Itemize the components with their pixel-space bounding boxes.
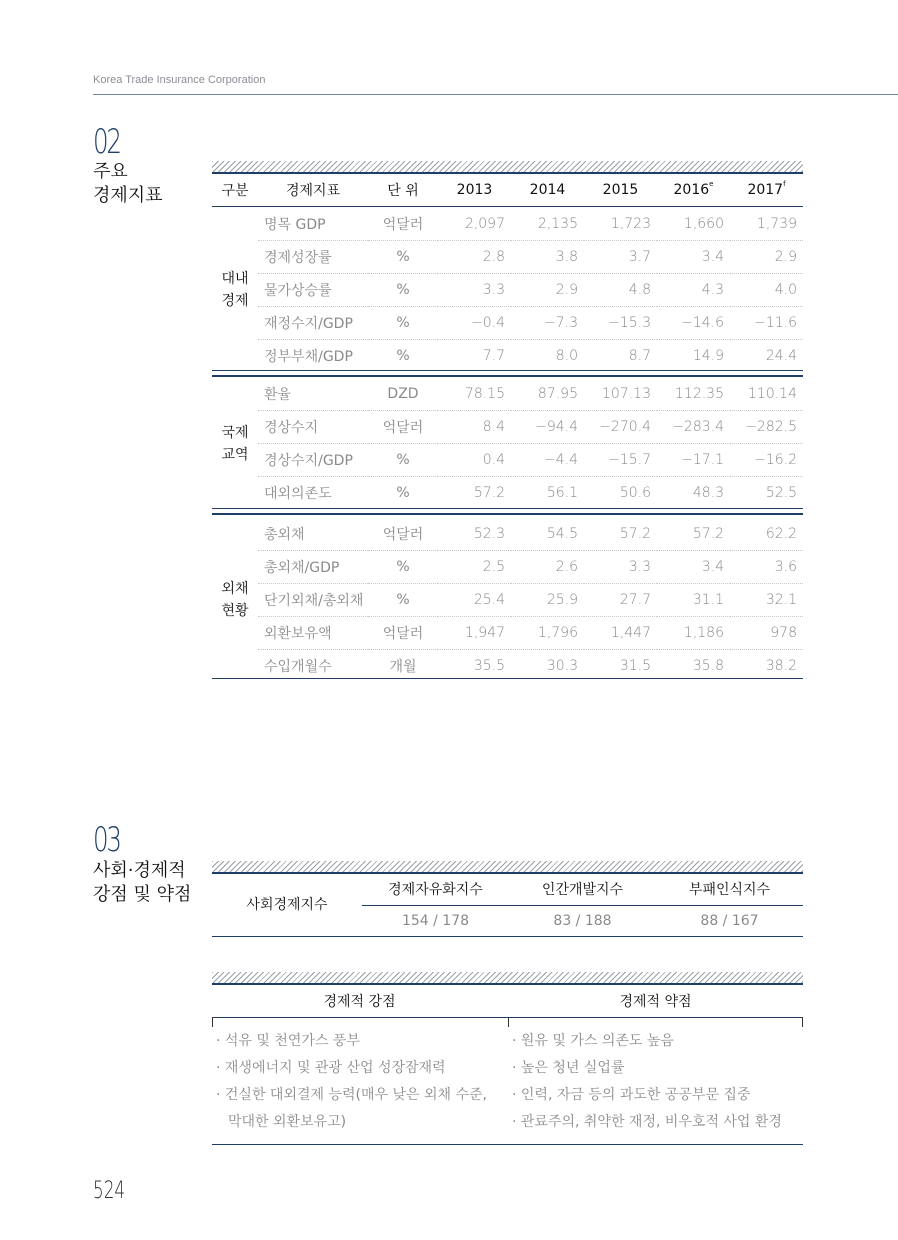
indicator-value: 8.0	[555, 348, 578, 364]
table-row	[212, 340, 803, 373]
sw-tick-mid	[508, 1017, 509, 1027]
indicator-value: 7.7	[482, 348, 505, 364]
indicator-value: 48.3	[692, 485, 724, 501]
indicator-value: 38.2	[765, 658, 797, 674]
col-2015: 2015	[602, 182, 639, 198]
indicator-value: 2.9	[730, 241, 803, 274]
indicator-value: 4.3	[657, 274, 730, 307]
indicator-value: 4.8	[584, 274, 657, 307]
col-indicator: 경제지표	[285, 183, 341, 199]
sw-hatch	[212, 972, 803, 983]
indicator-value: 4.0	[730, 274, 803, 307]
section2-title-line2: 경제지표	[93, 185, 163, 206]
sw-tick-right	[802, 1017, 803, 1027]
indicator-value: −283.4	[657, 411, 730, 444]
index-value-freedom: 154 / 178	[401, 913, 470, 929]
indicator-value: 1,660	[657, 208, 730, 241]
strength-item: · 재생에너지 및 관광 산업 성장잠재력	[216, 1060, 446, 1076]
indicators-bottom-rule	[212, 678, 803, 679]
indicator-unit: 개월	[389, 659, 417, 675]
table-row	[212, 518, 803, 551]
indicator-unit: %	[396, 485, 410, 501]
indicator-value: −15.7	[584, 444, 657, 477]
weakness-item: · 관료주의, 취약한 재정, 비우호적 사업 환경	[512, 1114, 782, 1130]
indicator-unit: 억달러	[368, 208, 438, 241]
index-name-cpi: 부패인식지수	[688, 882, 771, 898]
table-row	[212, 241, 803, 274]
indicator-name: 환율	[258, 378, 368, 411]
indicators-group-debt	[212, 518, 803, 682]
indicator-value: 50.6	[619, 485, 651, 501]
indicator-value: 78.15	[438, 378, 511, 411]
indicator-name: 경상수지/GDP	[258, 444, 368, 477]
col-2016-label: 2016	[673, 182, 710, 198]
indicator-name: 외환보유액	[258, 617, 368, 650]
table-row	[212, 208, 803, 241]
section3-title-line1: 사회·경제적	[93, 860, 186, 881]
indicator-value: −282.5	[730, 411, 803, 444]
indicator-value: 57.2	[584, 518, 657, 551]
section2-title	[93, 160, 163, 208]
group-separator-rule-dark	[212, 375, 803, 377]
weakness-item: · 원유 및 가스 의존도 높음	[512, 1033, 674, 1049]
indicator-value: −270.4	[584, 411, 657, 444]
indicator-value: 31.5	[619, 658, 651, 674]
group-separator-rule	[212, 370, 803, 371]
indicator-value: −16.2	[730, 444, 803, 477]
section3-hatch	[212, 861, 803, 872]
index-value-hdi: 83 / 188	[553, 913, 612, 929]
indicator-value: 3.3	[584, 551, 657, 584]
col-2017	[730, 174, 803, 206]
group-label	[212, 518, 258, 682]
indicator-value: 3.8	[511, 241, 584, 274]
weakness-item: · 높은 청년 실업률	[512, 1060, 625, 1076]
col-unit: 단 위	[387, 183, 419, 199]
table-row	[212, 274, 803, 307]
indicator-unit: %	[368, 241, 438, 274]
group-label	[212, 378, 258, 509]
indicator-unit: %	[396, 348, 410, 364]
col-2017-sup: f	[783, 180, 786, 188]
section3-title	[93, 859, 191, 907]
col-2013: 2013	[456, 182, 493, 198]
group-label-line: 교역	[221, 446, 249, 463]
indicator-value: 1,739	[730, 208, 803, 241]
table-row	[212, 617, 803, 650]
indicator-value: 8.4	[438, 411, 511, 444]
indicator-name: 수입개월수	[264, 659, 332, 675]
indicator-value: 3.4	[657, 551, 730, 584]
group-label-line: 대내	[221, 271, 249, 287]
indicator-value: 35.8	[692, 658, 724, 674]
indicator-value: 56.1	[546, 485, 578, 501]
indicator-value: 52.5	[765, 485, 797, 501]
indicator-value: 8.7	[628, 348, 651, 364]
group-label-line: 외채	[221, 581, 249, 597]
col-2017-label: 2017	[747, 182, 784, 198]
indicator-unit: DZD	[368, 378, 438, 411]
indicator-value: −11.6	[730, 307, 803, 340]
indicator-value: 62.2	[730, 518, 803, 551]
table-row	[212, 307, 803, 340]
section2-hatch	[212, 161, 803, 172]
indicator-unit: 억달러	[368, 617, 438, 650]
indicator-value: 30.3	[546, 658, 578, 674]
index-name-freedom: 경제자유화지수	[388, 882, 483, 898]
indicator-name: 경제성장률	[258, 241, 368, 274]
table-row	[212, 551, 803, 584]
indicator-value: 0.4	[438, 444, 511, 477]
indicator-value: 87.95	[511, 378, 584, 411]
indicator-value: −4.4	[511, 444, 584, 477]
indicator-unit: %	[368, 307, 438, 340]
socio-index-label: 사회경제지수	[246, 897, 328, 913]
indicator-name: 재정수지/GDP	[258, 307, 368, 340]
group-separator-rule	[212, 508, 803, 509]
indicators-group-trade	[212, 378, 803, 509]
indicator-value: 1,723	[584, 208, 657, 241]
weaknesses-title: 경제적 약점	[619, 994, 692, 1010]
indicator-name: 총외채/GDP	[258, 551, 368, 584]
indicator-value: 31.1	[657, 584, 730, 617]
indicator-name: 정부부채/GDP	[264, 349, 353, 365]
indicator-value: 3.6	[730, 551, 803, 584]
indicator-value: 54.5	[511, 518, 584, 551]
indicator-name: 총외채	[258, 518, 368, 551]
indicator-value: 1,947	[438, 617, 511, 650]
index-name-hdi: 인간개발지수	[541, 882, 624, 898]
group-label	[212, 208, 258, 372]
header-rule	[93, 94, 898, 95]
indicator-value: 14.9	[692, 348, 724, 364]
col-2014: 2014	[529, 182, 566, 198]
indicator-value: 2.5	[438, 551, 511, 584]
indicator-unit: %	[368, 444, 438, 477]
indicator-value: 35.5	[473, 658, 505, 674]
indicator-value: 2.8	[438, 241, 511, 274]
group-label-line: 현황	[221, 603, 249, 619]
index-value-cpi: 88 / 167	[700, 913, 759, 929]
col-2016	[657, 174, 730, 206]
indicator-value: 1,186	[657, 617, 730, 650]
indicator-value: 1,796	[511, 617, 584, 650]
sw-tick-left	[212, 1017, 213, 1027]
section2-number: 02	[93, 122, 120, 162]
col-category: 구분	[221, 183, 249, 199]
group-separator-rule-dark	[212, 513, 803, 515]
indicator-value: 27.7	[584, 584, 657, 617]
strengths-title: 경제적 강점	[323, 994, 396, 1010]
section2-header-rule	[212, 206, 803, 207]
indicator-value: 3.3	[438, 274, 511, 307]
header-org: Korea Trade Insurance Corporation	[93, 74, 266, 86]
indicator-value: 2.9	[511, 274, 584, 307]
indicator-value: 3.7	[584, 241, 657, 274]
indicator-value: 2.6	[511, 551, 584, 584]
indicator-unit: 억달러	[368, 518, 438, 551]
indicator-value: 57.2	[657, 518, 730, 551]
table-row	[212, 411, 803, 444]
section2-title-line1: 주요	[93, 161, 128, 182]
indicator-value: 1,447	[584, 617, 657, 650]
indicator-value: −15.3	[584, 307, 657, 340]
indicator-name: 명목 GDP	[258, 208, 368, 241]
indicators-header-row	[212, 174, 803, 206]
indicator-name: 경상수지	[258, 411, 368, 444]
indicator-value: 25.9	[511, 584, 584, 617]
section3-top-rule	[212, 872, 803, 874]
indicator-value: 57.2	[473, 485, 505, 501]
indicator-value: 52.3	[438, 518, 511, 551]
indicator-value: 2,135	[511, 208, 584, 241]
indicator-value: 107.13	[584, 378, 657, 411]
strength-item: · 석유 및 천연가스 풍부	[216, 1033, 360, 1049]
table-row	[212, 477, 803, 510]
sw-bottom-rule	[212, 1144, 803, 1145]
indicators-group-domestic	[212, 208, 803, 372]
indicator-value: 32.1	[730, 584, 803, 617]
table-row	[212, 444, 803, 477]
indicator-unit: %	[368, 551, 438, 584]
strength-item: · 건실한 대외결제 능력(매우 낮은 외채 수준, 막대한 외환보유고)	[216, 1087, 487, 1130]
indicator-unit: %	[368, 584, 438, 617]
indicator-name: 단기외채/총외채	[258, 584, 368, 617]
indicator-value: −94.4	[511, 411, 584, 444]
group-label-line: 국제	[221, 424, 249, 441]
indicator-value: 110.14	[730, 378, 803, 411]
indicator-value: 112.35	[657, 378, 730, 411]
indicator-value: −14.6	[657, 307, 730, 340]
strengths-list	[216, 1028, 496, 1136]
indicator-value: 3.4	[657, 241, 730, 274]
indicator-value: 2,097	[438, 208, 511, 241]
indicator-value: 978	[730, 617, 803, 650]
indicator-unit: %	[368, 274, 438, 307]
indicator-value: −0.4	[438, 307, 511, 340]
col-2016-sup: e	[709, 180, 714, 188]
indicators-header-table	[212, 174, 803, 206]
indicator-unit: 억달러	[368, 411, 438, 444]
group-label-line: 경제	[221, 293, 249, 309]
sw-top-rule	[212, 983, 803, 985]
indicator-name: 물가상승률	[258, 274, 368, 307]
socio-index-bottom-rule	[212, 936, 803, 937]
indicator-name: 대외의존도	[264, 486, 332, 502]
socio-index-midrule	[362, 905, 803, 906]
indicator-value: 25.4	[438, 584, 511, 617]
indicator-value: −17.1	[657, 444, 730, 477]
section3-number: 03	[93, 820, 120, 860]
table-row	[212, 378, 803, 411]
indicator-value: 24.4	[765, 348, 797, 364]
weakness-item: · 인력, 자금 등의 과도한 공공부문 집중	[512, 1087, 751, 1103]
indicator-value: −7.3	[511, 307, 584, 340]
section3-title-line2: 강점 및 약점	[93, 884, 192, 905]
table-row	[212, 584, 803, 617]
weaknesses-list	[512, 1028, 804, 1136]
page-number: 524	[93, 1176, 126, 1204]
